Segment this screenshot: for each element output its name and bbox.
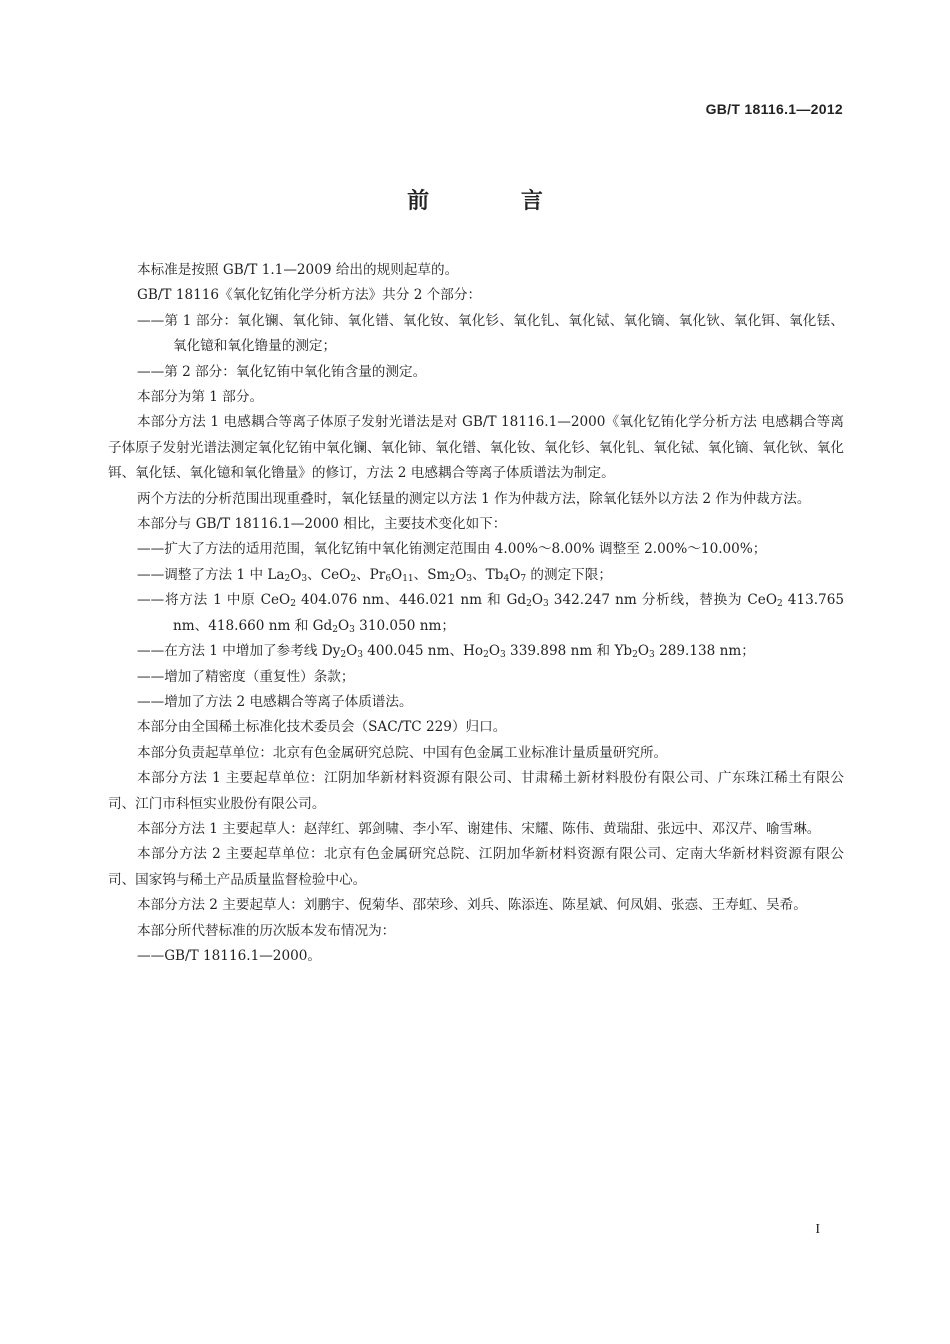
list-item: ——将方法 1 中原 CeO$_2$ 404.076 nm、446.021 nm 和 $Gd_2O_3$ 342.247 nm 分析线，替换为 CeO$_2$ 413.765 nm、418.660 nm 和 $Gd_2O_3$ 310.050 nm；	[137, 592, 844, 635]
paragraph: 本部分方法 2 主要起草人：刘鹏宇、倪菊华、邵荣珍、刘兵、陈添连、陈星斌、何凤娟、张悫、王寿虹、吴希。	[137, 897, 807, 914]
paragraph: 本部分方法 1 电感耦合等离子体原子发射光谱法是对 GB/T 18116.1—2000《氧化钇铕化学分析方法 电感耦合等离子体原子发射光谱法测定氧化钇铕中氧化镧、氧化铈、氧化镨、氧化钕、氧化钐、氧化钆、氧化铽、氧化镝、氧化钬、氧化铒、氧化铥、氧化镱和氧化镥量》的修订，方法 2 电感耦合等离子体质谱法为制定。	[108, 414, 844, 482]
paragraph: 两个方法的分析范围出现重叠时，氧化铥量的测定以方法 1 作为仲裁方法，除氧化铥外以方法 2 作为仲裁方法。	[137, 490, 811, 507]
paragraph: 本部分与 GB/T 18116.1—2000 相比，主要技术变化如下：	[137, 516, 507, 533]
paragraph: 本标准是按照 GB/T 1.1—2009 给出的规则起草的。	[137, 262, 459, 278]
paragraph: 本部分由全国稀土标准化技术委员会（SAC/TC 229）归口。	[137, 719, 507, 736]
list-item: ——增加了方法 2 电感耦合等离子体质谱法。	[137, 693, 413, 710]
list-item: ——在方法 1 中增加了参考线 $Dy_2O_3$ 400.045 nm、$Ho_2O_3$ 339.898 nm 和 $Yb_2O_3$ 289.138 nm；	[137, 643, 755, 661]
paragraph: GB/T 18116《氧化钇铕化学分析方法》共分 2 个部分：	[137, 287, 482, 304]
paragraph: 本部分所代替标准的历次版本发布情况为：	[137, 922, 396, 939]
list-item: ——增加了精密度（重复性）条款；	[137, 668, 355, 685]
list-item: ——第 2 部分：氧化钇铕中氧化铕含量的测定。	[137, 363, 427, 380]
paragraph: 本部分负责起草单位：北京有色金属研究总院、中国有色金属工业标准计量质量研究所。	[137, 744, 668, 761]
list-item: ——扩大了方法的适用范围，氧化钇铕中氧化铕测定范围由 4.00%～8.00% 调整至 2.00%～10.00%；	[137, 541, 767, 558]
list-item: ——调整了方法 1 中 $La_2O_3$、CeO$_2$、$Pr_6O_{11}$、$Sm_2O_3$、$Tb_4O_7$ 的测定下限；	[137, 566, 612, 584]
paragraph: 本部分为第 1 部分。	[137, 389, 264, 406]
paragraph: 本部分方法 1 主要起草人：赵萍红、郭剑啸、李小军、谢建伟、宋耀、陈伟、黄瑞甜、张远中、邓汉芹、喻雪琳。	[137, 820, 821, 837]
page-title: 前 言	[407, 189, 585, 214]
standard-code: GB/T 18116.1—2012	[705, 101, 843, 117]
paragraph: 本部分方法 1 主要起草单位：江阴加华新材料资源有限公司、甘肃稀土新材料股份有限公司、广东珠江稀土有限公司、江门市科恒实业股份有限公司。	[108, 770, 844, 812]
list-item: ——第 1 部分：氧化镧、氧化铈、氧化镨、氧化钕、氧化钐、氧化钆、氧化铽、氧化镝、氧化钬、氧化铒、氧化铥、氧化镱和氧化镥量的测定；	[137, 312, 844, 355]
paragraph: 本部分方法 2 主要起草单位：北京有色金属研究总院、江阴加华新材料资源有限公司、定南大华新材料资源有限公司、国家钨与稀土产品质量监督检验中心。	[108, 846, 844, 888]
page-number: I	[815, 1222, 820, 1237]
list-item: ——GB/T 18116.1—2000。	[137, 947, 322, 964]
foreword-body	[108, 258, 844, 969]
